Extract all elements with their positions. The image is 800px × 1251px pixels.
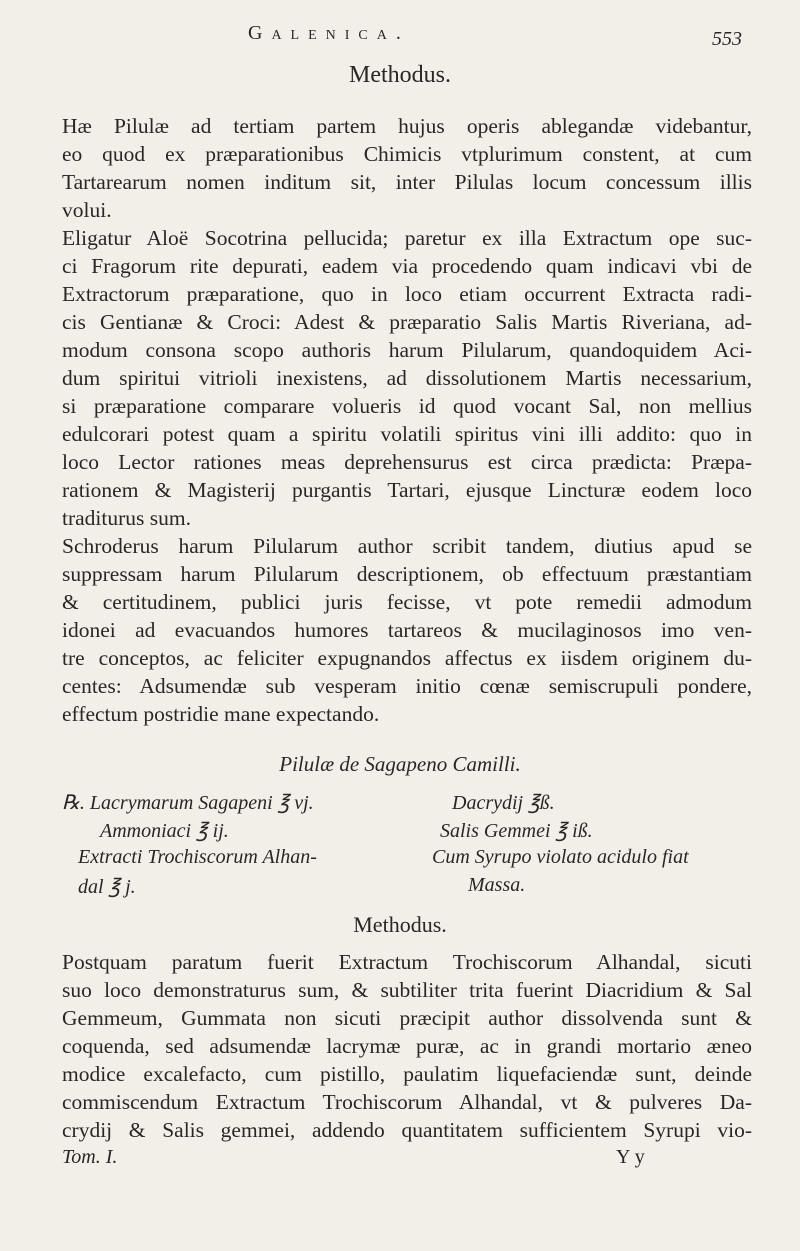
text-line: Schroderus harum Pilularum author scribit tandem, diutius apud se (62, 534, 752, 558)
text-line: commiscendum Extractum Trochiscorum Alhandal, vt & pulveres Da- (62, 1090, 752, 1114)
text-line: ci Fragorum rite depurati, eadem via procedendo quam indicavi vbi de (62, 254, 752, 278)
text-line: centes: Adsumendæ sub vesperam initio cœnæ semiscrupuli pondere, (62, 674, 752, 698)
section-heading-methodus: Methodus. (353, 912, 447, 937)
recipe-ingredient: Massa. (468, 874, 526, 896)
text-line: volui. (62, 198, 112, 222)
text-line: eo quod ex præparationibus Chimicis vtplurimum constent, at cum (62, 142, 752, 166)
recipe-ingredient: ℞. Lacrymarum Sagapeni ℥ vj. (62, 792, 314, 814)
text-line: suo loco demonstraturus sum, & subtiliter trita fuerint Diacridium & Sal (62, 978, 752, 1002)
text-line: loco Lector rationes meas deprehensurus est circa prædicta: Præpa- (62, 450, 752, 474)
text-line: coquenda, sed adsumendæ lacrymæ puræ, ac in grandi mortario æneo (62, 1034, 752, 1058)
recipe-ingredient: Ammoniaci ℥ ij. (100, 820, 229, 842)
text-line: rationem & Magisterij purgantis Tartari, ejusque Lincturæ eodem loco (62, 478, 752, 502)
text-line: tre conceptos, ac feliciter expugnandos affectus ex iisdem originem du- (62, 646, 752, 670)
text-line: & certitudinem, publici juris fecisse, vt pote remedii admodum (62, 590, 752, 614)
signature-mark: Y y (616, 1146, 645, 1168)
recipe-ingredient: dal ℥ j. (78, 876, 136, 898)
text-line: Tartarearum nomen inditum sit, inter Pilulas locum concessum illis (62, 170, 752, 194)
text-line: edulcorari potest quam a spiritu volatili spiritus vini illi addito: quo in (62, 422, 752, 446)
volume-mark: Tom. I. (62, 1146, 118, 1168)
text-line: Postquam paratum fuerit Extractum Trochiscorum Alhandal, sicuti (62, 950, 752, 974)
text-line: traditurus sum. (62, 506, 191, 530)
text-line: Extractorum præparatione, quo in loco etiam occurrent Extracta radi- (62, 282, 752, 306)
recipe-ingredient: Cum Syrupo violato acidulo fiat (432, 846, 689, 868)
running-title: Galenica. (248, 22, 410, 44)
section-heading-methodus: Methodus. (349, 62, 451, 88)
recipe-ingredient: Salis Gemmei ℥ iß. (440, 820, 593, 842)
text-line: Hæ Pilulæ ad tertiam partem hujus operis ablegandæ videbantur, (62, 114, 752, 138)
text-line: crydij & Salis gemmei, addendo quantitatem sufficientem Syrupi vio- (62, 1118, 752, 1142)
page-number: 553 (712, 28, 742, 50)
text-line: dum spiritui vitrioli inexistens, ad dissolutionem Martis necessarium, (62, 366, 752, 390)
recipe-ingredient: Extracti Trochiscorum Alhan- (78, 846, 317, 868)
text-line: Gemmeum, Gummata non sicuti præcipit author dissolvenda sunt & (62, 1006, 752, 1030)
text-line: cis Gentianæ & Croci: Adest & præparatio Salis Martis Riveriana, ad- (62, 310, 752, 334)
text-line: modum consona scopo authoris harum Pilularum, quandoquidem Aci- (62, 338, 752, 362)
recipe-title: Pilulæ de Sagapeno Camilli. (279, 752, 521, 776)
text-line: effectum postridie mane expectando. (62, 702, 380, 726)
text-line: idonei ad evacuandos humores tartareos & mucilaginosos imo ven- (62, 618, 752, 642)
recipe-ingredient: Dacrydij ℥ß. (452, 792, 555, 814)
text-line: Eligatur Aloë Socotrina pellucida; paretur ex illa Extractum ope suc- (62, 226, 752, 250)
text-line: si præparatione comparare volueris id quod vocant Sal, non mellius (62, 394, 752, 418)
text-line: suppressam harum Pilularum descriptionem, ob effectuum præstantiam (62, 562, 752, 586)
text-line: modice excalefacto, cum pistillo, paulatim liquefaciendæ sunt, deinde (62, 1062, 752, 1086)
